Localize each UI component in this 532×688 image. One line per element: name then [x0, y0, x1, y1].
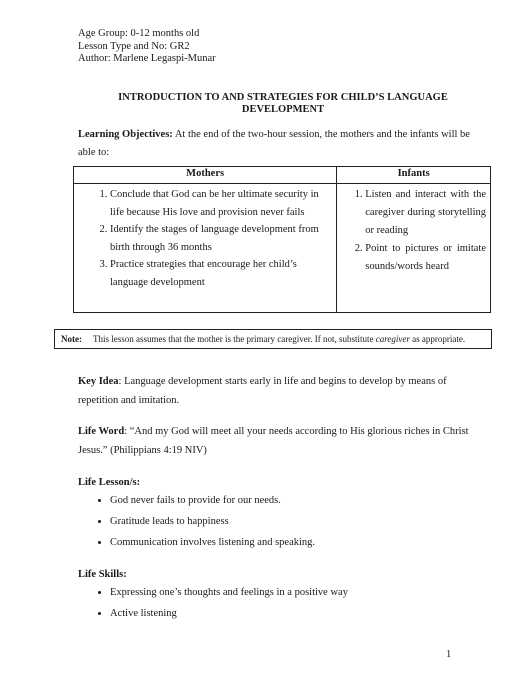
page-number: 1 [446, 649, 452, 660]
lesson-meta [78, 28, 216, 66]
list-item: • Communication involves listening and speaking. [110, 532, 315, 553]
life-word-label: Life Word [78, 426, 125, 437]
table-row [74, 184, 491, 313]
list-item: • God never fails to provide for our needs. [110, 490, 315, 511]
author: Author: Marlene Legaspi-Munar [78, 53, 216, 64]
mothers-cell [74, 184, 337, 313]
life-skills-heading: Life Skills: [78, 569, 127, 580]
infants-list [341, 186, 486, 276]
note-box [54, 329, 492, 349]
title-line-1: INTRODUCTION TO AND STRATEGIES FOR CHILD’S LANGUAGE [118, 92, 448, 103]
note-text-after: as appropriate. [409, 334, 466, 344]
list-item: • Expressing one’s thoughts and feelings in a positive way [110, 582, 348, 603]
age-group: Age Group: 0-12 months old [78, 28, 200, 39]
list-item: 3. Practice strategies that encourage her child’s language development [110, 256, 332, 291]
life-word-text: : “And my God will meet all your needs according to His glorious riches in Christ Jesus.” (Philippians 4:19 NIV) [78, 426, 469, 456]
note-emphasis: caregiver [375, 334, 410, 344]
objectives-label: Learning Objectives: [78, 129, 173, 140]
list-item: 1. Conclude that God can be her ultimate security in life because His love and provision never fails [110, 186, 332, 221]
objectives-text: At the end of the two-hour session, the mothers and the infants will be able to: [78, 129, 470, 158]
mothers-list [78, 186, 332, 291]
note-label: Note: [61, 334, 82, 344]
life-lessons-list [78, 490, 315, 553]
life-skills-list [78, 582, 348, 624]
list-item: 1. Listen and interact with the caregiver during storytelling or reading [365, 186, 486, 240]
lesson-type: Lesson Type and No: GR2 [78, 40, 190, 52]
infants-header: Infants [337, 167, 491, 184]
key-idea-text: : Language development starts early in life and begins to develop by means of repetition and imitation. [78, 376, 447, 406]
key-idea [78, 372, 488, 410]
infants-cell [337, 184, 491, 313]
learning-objectives [78, 126, 488, 162]
key-idea-label: Key Idea [78, 376, 119, 387]
list-item: 2. Identify the stages of language development from birth through 36 months [110, 221, 332, 256]
list-item: • Active listening [110, 603, 348, 624]
list-item: 2. Point to pictures or imitate sounds/words heard [365, 240, 486, 276]
objectives-table [73, 166, 491, 313]
mothers-header: Mothers [74, 167, 337, 184]
list-item: • Gratitude leads to happiness [110, 511, 315, 532]
note-text-before: This lesson assumes that the mother is the primary caregiver. If not, substitute [93, 334, 376, 344]
title-line-2: DEVELOPMENT [241, 104, 325, 115]
life-lessons-heading: Life Lesson/s: [78, 477, 141, 488]
page-title [78, 92, 488, 116]
table-header-row [74, 167, 491, 184]
life-word [78, 422, 488, 460]
